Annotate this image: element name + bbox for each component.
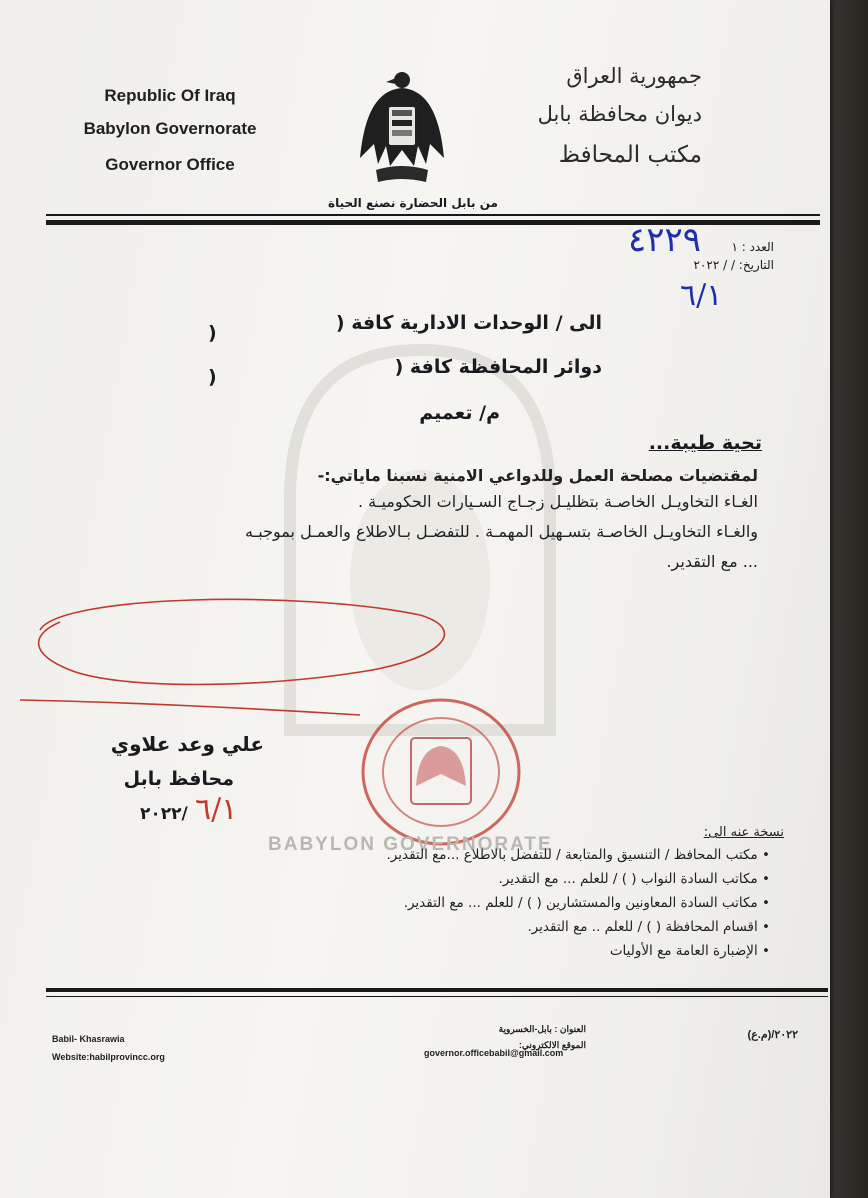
copies-item-2: • مكاتب السادة النواب ( ) / للعلم ... مع التقدير. <box>498 871 770 887</box>
body-item-1: الغـاء التخاويـل الخاصـة بتظليـل زجـاج السـيارات الحكوميـة . <box>358 492 758 511</box>
copies-item-5-text: الإضبارة العامة مع الأوليات <box>609 943 758 959</box>
copies-item-2-text: مكاتب السادة النواب ( ) / للعلم ... مع التقدير. <box>498 871 758 887</box>
signature-date-handwritten: ٦/١ <box>195 792 238 827</box>
eagle-emblem-icon <box>356 66 448 190</box>
copies-heading: نسخة عنه الى: <box>703 825 784 840</box>
body-item-2: والغـاء التخاويـل الخاصـة بتسـهيل المهمـة . للتفضـل بـالاطلاع والعمـل بموجبـه <box>245 522 758 541</box>
copies-item-4-text: اقسام المحافظة ( ) / للعلم .. مع التقدير. <box>527 919 758 935</box>
header-ar-line-2: ديوان محافظة بابل <box>537 102 702 126</box>
footer-rule-thick <box>46 988 828 992</box>
header-en-line-3: Governor Office <box>105 155 235 174</box>
greeting: تحية طيبة... <box>648 432 762 454</box>
subject: م/ تعميم <box>419 402 500 424</box>
motto: من بابل الحضارة نصنع الحياة <box>328 196 498 210</box>
header-rule-thin <box>46 214 820 216</box>
footer-address-en: Babil- Khasrawia <box>52 1034 125 1044</box>
date-label: التاريخ: / / ٢٠٢٢ <box>693 258 774 272</box>
header-rule-thick <box>46 220 820 225</box>
number-handwritten: ٤٢٢٩ <box>628 220 702 260</box>
body-closing: ... مع التقدير. <box>666 552 758 571</box>
copies-item-3: • مكاتب السادة المعاونين والمستشارين ( ) / للعلم ... مع التقدير. <box>403 895 770 911</box>
number-label: العدد : ١ <box>731 240 774 254</box>
header-ar-line-1: جمهورية العراق <box>566 64 702 88</box>
signatory-title: محافظ بابل <box>123 768 234 790</box>
footer-email: governor.officebabil@gmail.com <box>424 1048 564 1058</box>
addressee-line-2-close: ) <box>208 366 217 388</box>
copies-item-3-text: مكاتب السادة المعاونين والمستشارين ( ) / للعلم ... مع التقدير. <box>403 895 758 911</box>
footer-ref: ٢٠٢٢/(م.ع) <box>747 1029 798 1041</box>
header-en-line-2: Babylon Governorate <box>83 119 257 138</box>
footer-address-ar: العنوان : بابل-الخسروية <box>498 1024 586 1034</box>
body-intro: لمقتضيات مصلحة العمل وللدواعي الامنية نسبنا ماياتي:- <box>317 466 758 485</box>
footer-email-label: الموقع الالكتروني: <box>518 1040 586 1050</box>
governorate-stamp: BABYLON GOVERNORATE <box>268 834 553 855</box>
copies-item-1-text: مكتب المحافظ / التنسيق والمتابعة / للتفضل بالاطلاع ...مع التقدير. <box>386 847 758 863</box>
footer-website: Website:habilprovincc.org <box>52 1052 165 1062</box>
date-handwritten: ٦/١ <box>680 278 723 313</box>
official-stamp-icon <box>356 690 526 850</box>
addressee-line-2: دوائر المحافظة كافة ( <box>394 356 602 378</box>
copies-item-5: • الإضبارة العامة مع الأوليات <box>609 943 770 959</box>
header-en-line-1: Republic Of Iraq <box>104 86 236 105</box>
header-ar-line-3: مكتب المحافظ <box>558 142 702 168</box>
signature-date-printed: ٢٠٢٢/ <box>140 804 188 824</box>
addressee-line-1: الى / الوحدات الادارية كافة ( <box>335 312 602 334</box>
copies-item-4: • اقسام المحافظة ( ) / للعلم .. مع التقدير. <box>527 919 770 935</box>
copies-item-1: • مكتب المحافظ / التنسيق والمتابعة / للتفضل بالاطلاع ...مع التقدير. <box>386 847 770 863</box>
background-surface <box>826 0 868 1198</box>
signatory-name: علي وعد علاوي <box>110 732 264 756</box>
addressee-line-1-close: ) <box>208 322 217 344</box>
footer-rule-thin <box>46 996 828 997</box>
